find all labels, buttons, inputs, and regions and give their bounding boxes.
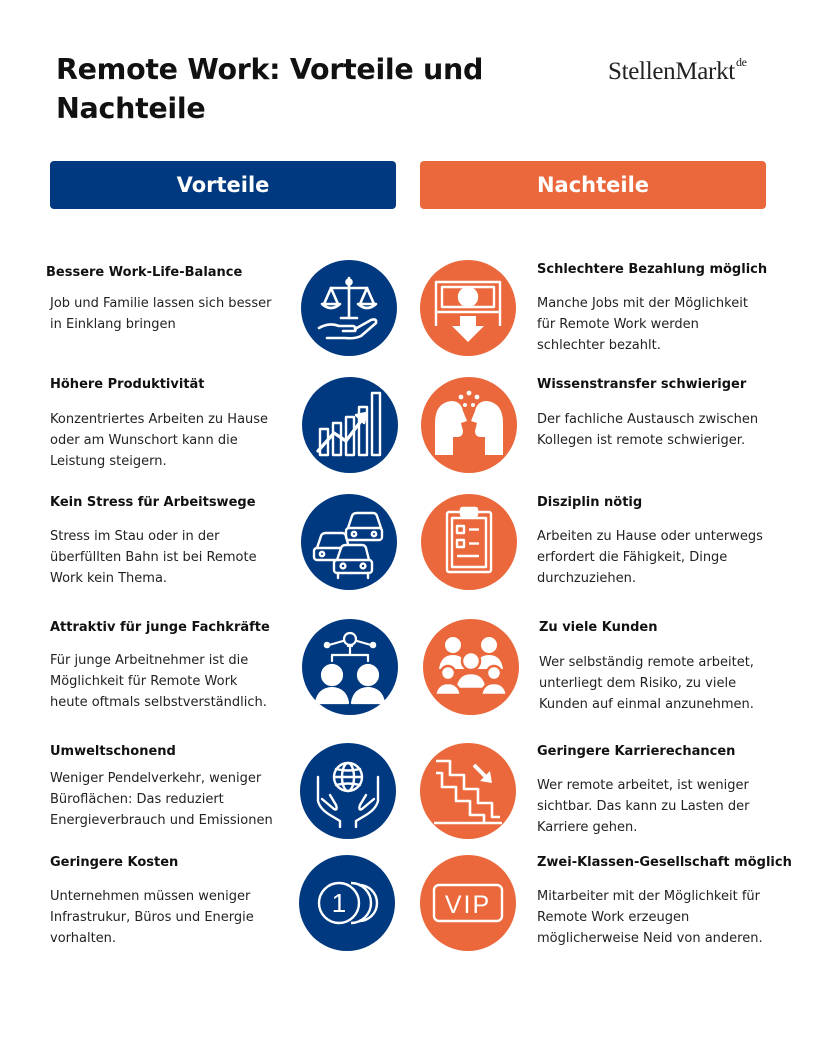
pro-item-description [50, 526, 285, 589]
pro-item-line: Möglichkeit für Remote Work [50, 674, 238, 689]
con-item-line: sichtbar. Das kann zu Lasten der [537, 799, 750, 814]
pro-item-line: Energieverbrauch und Emissionen [50, 813, 273, 828]
young-people-idea-icon [302, 619, 398, 715]
crowd-icon [423, 619, 519, 715]
traffic-cars-icon [301, 494, 397, 590]
pro-item-description [50, 768, 285, 831]
con-item-line: erfordert die Fähigkeit, Dinge [537, 550, 728, 565]
pro-item-title: Bessere Work-Life-Balance [46, 265, 243, 280]
vip-badge-icon [420, 855, 516, 951]
con-item-line: Wer selbständig remote arbeitet, [539, 655, 754, 670]
page-title-line-2: Nachteile [56, 92, 206, 125]
pro-item-description [50, 650, 285, 713]
con-item-description [537, 293, 772, 356]
pro-item-line: Stress im Stau oder in der [50, 529, 220, 544]
pro-item-line: in Einklang bringen [50, 317, 176, 332]
pro-item-line: Konzentriertes Arbeiten zu Hause [50, 412, 269, 427]
con-item-title: Zwei-Klassen-Gesellschaft möglich [537, 855, 792, 870]
con-item-description [539, 652, 774, 715]
pro-item-title: Attraktiv für junge Fachkräfte [50, 620, 270, 635]
con-item-description [537, 409, 772, 451]
con-item-title: Disziplin nötig [537, 495, 643, 510]
pro-item-line: Work kein Thema. [50, 571, 168, 586]
cons-header: Nachteile [420, 161, 766, 209]
page-title [56, 50, 536, 128]
con-item-title: Wissenstransfer schwieriger [537, 377, 747, 392]
con-item-description [537, 886, 772, 949]
clipboard-checklist-icon [421, 494, 517, 590]
con-item-line: Wer remote arbeitet, ist weniger [537, 778, 749, 793]
con-item-title: Zu viele Kunden [539, 620, 658, 635]
globe-hands-icon [300, 743, 396, 839]
pro-item-line: Infrastrukur, Büros und Energie [50, 910, 254, 925]
pro-item-title: Kein Stress für Arbeitswege [50, 495, 256, 510]
pro-item-title: Umweltschonend [50, 744, 176, 759]
growth-chart-icon [302, 377, 398, 473]
con-item-description [537, 526, 772, 589]
con-item-line: schlechter bezahlt. [537, 338, 661, 353]
pros-header: Vorteile [50, 161, 396, 209]
pro-item-title: Höhere Produktivität [50, 377, 205, 392]
page-title-line-1: Remote Work: Vorteile und [56, 53, 484, 86]
pro-item-line: Für junge Arbeitnehmer ist die [50, 653, 249, 668]
pro-item-line: überfüllten Bahn ist bei Remote [50, 550, 257, 565]
coins-icon [299, 855, 395, 951]
coin-digit: 1 [331, 888, 347, 918]
con-item-line: Karriere gehen. [537, 820, 638, 835]
con-item-line: durchzuziehen. [537, 571, 637, 586]
con-item-line: möglicherweise Neid von anderen. [537, 931, 763, 946]
pro-item-line: Unternehmen müssen weniger [50, 889, 251, 904]
pro-item-line: vorhalten. [50, 931, 117, 946]
con-item-line: Arbeiten zu Hause oder unterwegs [537, 529, 763, 544]
pro-item-line: Leistung steigern. [50, 454, 167, 469]
pro-item-title: Geringere Kosten [50, 855, 179, 870]
con-item-line: Kunden auf einmal anzunehmen. [539, 697, 754, 712]
con-item-description [537, 775, 772, 838]
heads-exchange-icon [421, 377, 517, 473]
con-item-line: Manche Jobs mit der Möglichkeit [537, 296, 748, 311]
brand-suffix: de [735, 55, 747, 69]
pro-item-description [50, 293, 285, 335]
con-item-line: Mitarbeiter mit der Möglichkeit für [537, 889, 760, 904]
vip-badge-text: VIP [444, 891, 492, 919]
con-item-line: unterliegt dem Risiko, zu viele [539, 676, 737, 691]
pro-item-line: Job und Familie lassen sich besser [50, 296, 272, 311]
pro-item-description [50, 409, 285, 472]
money-down-icon [420, 260, 516, 356]
con-item-title: Schlechtere Bezahlung möglich [537, 262, 768, 277]
pro-item-description [50, 886, 285, 949]
con-item-title: Geringere Karrierechancen [537, 744, 736, 759]
brand-name: StellenMarkt [608, 58, 735, 85]
con-item-line: Kollegen ist remote schwieriger. [537, 433, 746, 448]
pro-item-line: Weniger Pendelverkehr, weniger [50, 771, 262, 786]
con-item-line: Remote Work erzeugen [537, 910, 690, 925]
brand-logo [608, 55, 747, 86]
pro-item-line: heute oftmals selbstverständlich. [50, 695, 267, 710]
scales-hand-icon [301, 260, 397, 356]
con-item-line: für Remote Work werden [537, 317, 699, 332]
con-item-line: Der fachliche Austausch zwischen [537, 412, 759, 427]
stairs-down-icon [420, 743, 516, 839]
pro-item-line: oder am Wunschort kann die [50, 433, 238, 448]
pro-item-line: Büroflächen: Das reduziert [50, 792, 224, 807]
